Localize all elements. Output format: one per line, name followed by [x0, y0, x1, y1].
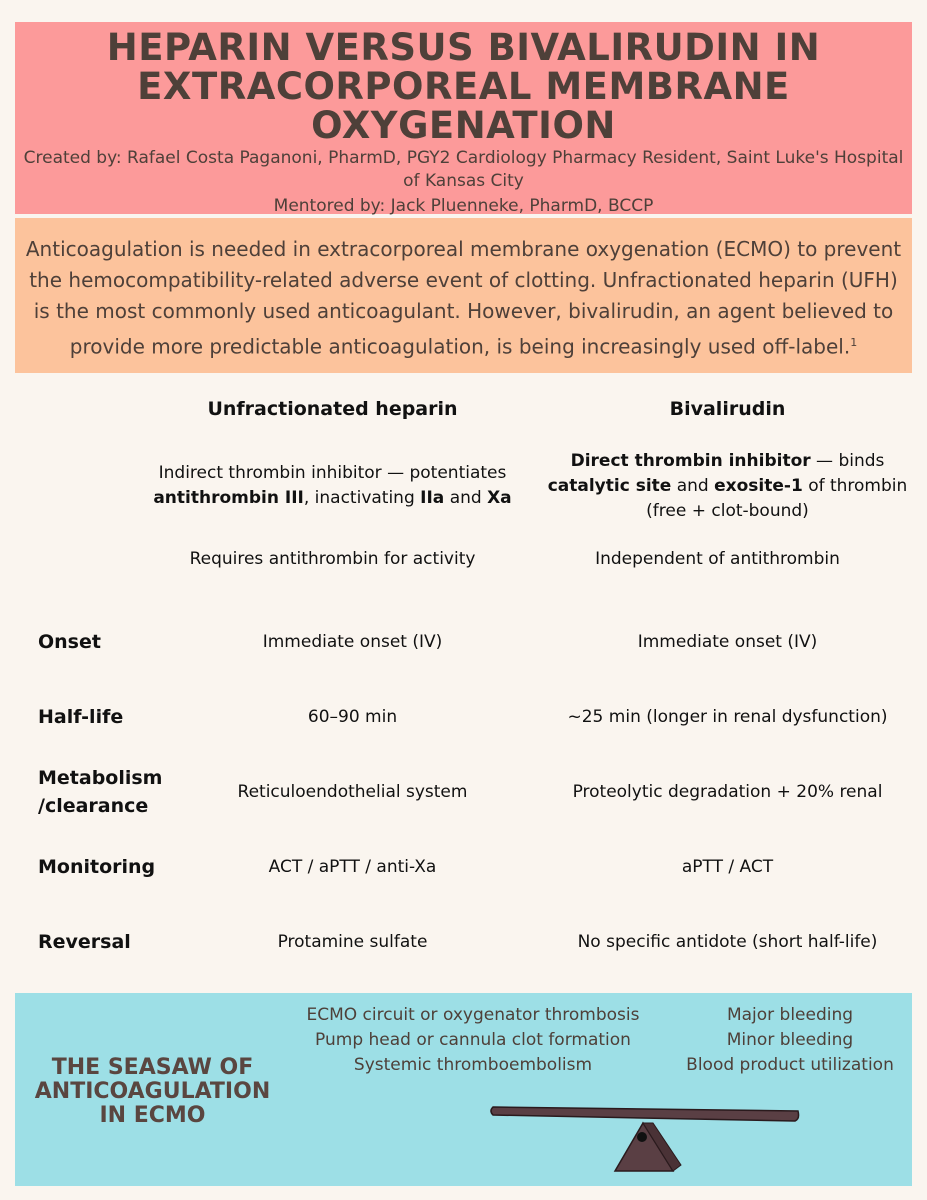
bivalirudin-half-life: ~25 min (longer in renal dysfunction) [567, 707, 888, 727]
seesaw-illustration [485, 1093, 805, 1178]
intro-text: Anticoagulation is needed in extracorporeal membrane oxygenation (ECMO) to prevent the hemocompatibility-related adverse event of clotting. Unfractionated heparin (UFH) is the most commonly used anticoagulant. However, bivalirudin, an agent believed to provide more predictable anticoagulation, is being increasingly used off-label. [25, 237, 902, 359]
bivalirudin-monitoring: aPTT / ACT [681, 857, 774, 877]
column-header-heparin: Unfractionated heparin [207, 398, 458, 420]
clotting-item: Systemic thromboembolism [353, 1055, 593, 1075]
bivalirudin-metabolism: Proteolytic degradation + 20% renal [572, 782, 883, 802]
bival-mech-text-4: (free + clot-bound) [646, 501, 809, 521]
bival-mech-bold-3: exosite-1 [714, 476, 803, 496]
bivalirudin-onset: Immediate onset (IV) [637, 632, 818, 652]
row-label-reversal: Reversal [38, 931, 131, 953]
heparin-onset: Immediate onset (IV) [262, 632, 443, 652]
heparin-mech-text-2: , inactivating [303, 488, 415, 508]
bival-mech-text-1: — binds [816, 451, 885, 471]
heparin-half-life: 60–90 min [307, 707, 398, 727]
bival-mech-text-3: of thrombin [808, 476, 908, 496]
mentored-by: Mentored by: Jack Pluenneke, PharmD, BCCP [273, 196, 654, 216]
heparin-mech-bold-3: Xa [487, 488, 512, 508]
header-banner [15, 22, 912, 214]
bivalirudin-reversal: No specific antidote (short half-life) [577, 932, 878, 952]
bival-mech-bold-2: catalytic site [547, 476, 672, 496]
row-label-monitoring: Monitoring [38, 856, 156, 878]
page-title: HEPARIN VERSUS BIVALIRUDIN IN EXTRACORPOREAL MEMBRANE OXYGENATION [106, 26, 821, 147]
clotting-item: ECMO circuit or oxygenator thrombosis [306, 1005, 640, 1025]
row-label-half-life: Half-life [38, 706, 124, 728]
bivalirudin-mechanism [535, 449, 920, 524]
bleeding-item: Major bleeding [726, 1005, 854, 1025]
row-label-metabolism [38, 764, 162, 820]
heparin-mechanism [140, 461, 525, 511]
heparin-reversal: Protamine sulfate [277, 932, 428, 952]
metabolism-label-line-2: /clearance [38, 795, 149, 817]
bival-mech-text-2: and [676, 476, 709, 496]
bivalirudin-antithrombin: Independent of antithrombin [595, 549, 840, 569]
heparin-mech-text-1: Indirect thrombin inhibitor — potentiates [158, 463, 507, 483]
row-label-onset: Onset [38, 631, 101, 653]
bleeding-item: Blood product utilization [686, 1055, 894, 1075]
seesaw-section [15, 993, 912, 1186]
bleeding-list [670, 1003, 910, 1078]
clotting-list [283, 1003, 663, 1078]
heparin-mech-text-3: and [449, 488, 482, 508]
heparin-antithrombin: Requires antithrombin for activity [189, 549, 476, 569]
clotting-item: Pump head or cannula clot formation [315, 1030, 631, 1050]
intro-box [15, 218, 912, 373]
seesaw-pivot [637, 1132, 647, 1142]
column-header-bivalirudin: Bivalirudin [669, 398, 786, 420]
seesaw-title: THE SEASAW OF ANTICOAGULATION IN ECMO [34, 1055, 271, 1128]
heparin-metabolism: Reticuloendothelial system [237, 782, 468, 802]
metabolism-label-line-1: Metabolism [38, 767, 163, 789]
heparin-mech-bold-2: IIa [420, 488, 445, 508]
created-by: Created by: Rafael Costa Paganoni, PharmD, PGY2 Cardiology Pharmacy Resident, Saint Luke's Hospital of Kansas City [23, 148, 904, 191]
bival-mech-bold-1: Direct thrombin inhibitor [570, 451, 811, 471]
bleeding-item: Minor bleeding [726, 1030, 854, 1050]
heparin-monitoring: ACT / aPTT / anti-Xa [268, 857, 437, 877]
seesaw-plank [491, 1107, 799, 1121]
intro-footnote: 1 [850, 336, 858, 349]
heparin-mech-bold-1: antithrombin III [153, 488, 304, 508]
